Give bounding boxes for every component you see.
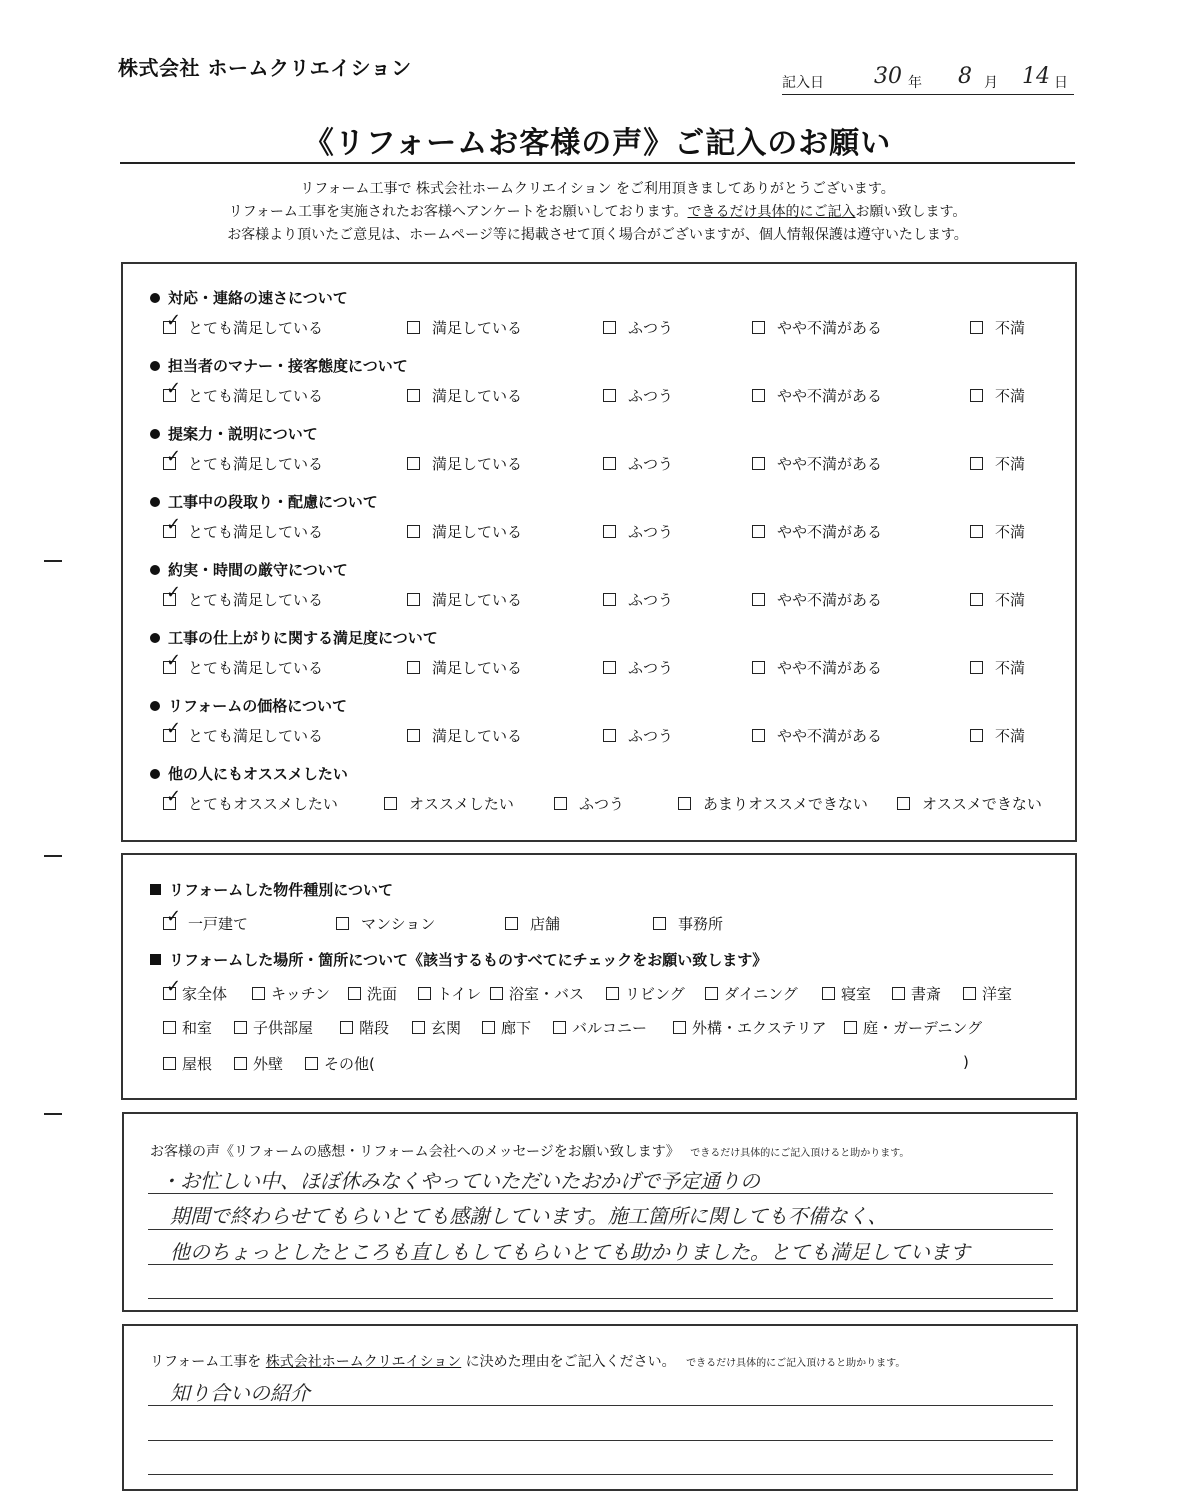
- place-option[interactable]: [963, 983, 1012, 1004]
- place-option[interactable]: [412, 1017, 461, 1038]
- option-label: 満足している: [432, 319, 523, 337]
- date-day-value: 14: [1022, 64, 1050, 89]
- date-year-value: 30: [874, 64, 902, 89]
- write-line: [148, 1474, 1053, 1475]
- option-label: とても満足している: [188, 523, 324, 541]
- property-type-option[interactable]: [336, 913, 435, 934]
- question-text: 工事の仕上がりに関する満足度について: [168, 629, 438, 647]
- place-option[interactable]: [705, 983, 798, 1004]
- place-option[interactable]: [340, 1017, 389, 1038]
- option-label: ダイニング: [724, 985, 798, 1003]
- checkbox[interactable]: [407, 389, 420, 402]
- place-option[interactable]: [490, 983, 584, 1004]
- property-type-option[interactable]: [505, 913, 560, 934]
- checkbox[interactable]: [603, 729, 616, 742]
- checkbox[interactable]: [752, 321, 765, 334]
- checkbox[interactable]: [970, 321, 983, 334]
- option-label: 外壁: [253, 1055, 284, 1073]
- option-label: 子供部屋: [253, 1019, 314, 1037]
- intro-line-2c: お願い致します。: [855, 204, 967, 220]
- reason-heading: [150, 1351, 905, 1371]
- option-label: 一戸建て: [188, 915, 249, 933]
- checkbox[interactable]: [752, 525, 765, 538]
- option-label: 和室: [182, 1019, 213, 1037]
- intro-line-1: リフォーム工事で 株式会社ホームクリエイション をご利用頂きましてありがとうございます。: [300, 181, 895, 197]
- option-label: 書斎: [911, 985, 942, 1003]
- date-entry: [782, 64, 1074, 95]
- option-label: 浴室・バス: [509, 985, 585, 1003]
- rating-option[interactable]: [603, 317, 673, 338]
- intro-text: [120, 178, 1075, 247]
- question-title: [150, 355, 408, 376]
- checkbox[interactable]: [678, 797, 691, 810]
- question-text: 約実・時間の厳守について: [168, 561, 348, 579]
- option-label: ふつう: [628, 659, 674, 677]
- checkbox[interactable]: [163, 729, 176, 742]
- rating-option[interactable]: [163, 521, 323, 542]
- rating-option[interactable]: [603, 725, 673, 746]
- option-label: 満足している: [432, 523, 523, 541]
- option-label: とても満足している: [188, 591, 324, 609]
- checkbox[interactable]: [412, 1021, 425, 1034]
- property-type-heading: [150, 879, 393, 900]
- rating-option[interactable]: [163, 317, 323, 338]
- date-month-unit: 月: [984, 75, 998, 91]
- checkbox[interactable]: [505, 917, 518, 930]
- option-label: 不満: [995, 523, 1026, 541]
- option-label: オススメしたい: [409, 795, 514, 813]
- option-label: やや不満がある: [777, 387, 883, 405]
- checkbox[interactable]: [970, 729, 983, 742]
- voice-heading: [150, 1141, 909, 1161]
- checkbox[interactable]: [606, 987, 619, 1000]
- place-option[interactable]: [163, 1017, 212, 1038]
- option-label: 家全体: [182, 985, 228, 1003]
- option-label: ふつう: [579, 795, 625, 813]
- voice-answer-line-2: 期間で終わらせてもらいとても感謝しています。施工箇所に関しても不備なく、: [170, 1204, 888, 1228]
- checkbox[interactable]: [603, 661, 616, 674]
- reason-title-b: に決めた理由をご記入ください。: [465, 1354, 676, 1370]
- place-option[interactable]: [553, 1017, 647, 1038]
- checkbox[interactable]: [163, 661, 176, 674]
- bullet-icon: [150, 361, 160, 371]
- option-label: マンション: [361, 915, 436, 933]
- option-label: 不満: [995, 319, 1026, 337]
- rating-option[interactable]: [407, 589, 522, 610]
- rating-option[interactable]: [752, 317, 882, 338]
- reason-title-a: リフォーム工事を: [150, 1354, 262, 1370]
- checkbox[interactable]: [348, 987, 361, 1000]
- option-label: ふつう: [628, 523, 674, 541]
- place-option[interactable]: [163, 983, 227, 1004]
- checkbox[interactable]: [163, 917, 176, 930]
- option-label: 外構・エクステリア: [692, 1019, 827, 1037]
- square-bullet-icon: [150, 954, 161, 965]
- recommend-option[interactable]: [163, 793, 338, 814]
- rating-option[interactable]: [163, 385, 323, 406]
- option-label: ふつう: [628, 387, 674, 405]
- question-text: 他の人にもオススメしたい: [168, 765, 348, 783]
- checkbox[interactable]: [970, 525, 983, 538]
- option-label: 玄関: [431, 1019, 462, 1037]
- write-line: [148, 1298, 1053, 1299]
- place-option[interactable]: [844, 1017, 982, 1038]
- option-label: 満足している: [432, 455, 523, 473]
- property-type-title: リフォームした物件種別について: [169, 881, 393, 899]
- question-title: [150, 559, 348, 580]
- option-label: やや不満がある: [777, 523, 883, 541]
- question-title: [150, 423, 318, 444]
- place-option[interactable]: [234, 1053, 283, 1074]
- property-type-option[interactable]: [163, 913, 248, 934]
- option-label: 階段: [359, 1019, 390, 1037]
- option-label: とても満足している: [188, 727, 324, 745]
- option-label: トイレ: [437, 985, 482, 1003]
- option-label: 不満: [995, 455, 1026, 473]
- recommend-option[interactable]: [897, 793, 1042, 814]
- property-type-option[interactable]: [653, 913, 723, 934]
- option-label: 洋室: [982, 985, 1013, 1003]
- checkbox[interactable]: [705, 987, 718, 1000]
- rating-option[interactable]: [970, 521, 1025, 542]
- option-label: 満足している: [432, 727, 523, 745]
- checkbox[interactable]: [305, 1057, 318, 1070]
- place-option[interactable]: [348, 983, 397, 1004]
- voice-title: お客様の声《リフォームの感想・リフォーム会社へのメッセージをお願い致します》: [150, 1144, 680, 1160]
- option-label: キッチン: [271, 985, 330, 1003]
- question-title: [150, 627, 438, 648]
- rating-option[interactable]: [970, 589, 1025, 610]
- rating-option[interactable]: [752, 521, 882, 542]
- option-label: 廊下: [501, 1019, 532, 1037]
- option-label: やや不満がある: [777, 659, 883, 677]
- company-name: 株式会社 ホームクリエイション: [118, 56, 412, 80]
- option-label: 不満: [995, 659, 1026, 677]
- rating-option[interactable]: [407, 725, 522, 746]
- question-title: [150, 695, 347, 716]
- option-label: ふつう: [628, 727, 674, 745]
- checkbox[interactable]: [163, 457, 176, 470]
- checkbox[interactable]: [163, 1057, 176, 1070]
- checkbox[interactable]: [752, 457, 765, 470]
- checkbox[interactable]: [822, 987, 835, 1000]
- rating-option[interactable]: [407, 657, 522, 678]
- question-text: 担当者のマナー・接客態度について: [168, 357, 408, 375]
- voice-note: できるだけ具体的にご記入頂けると助かります。: [690, 1148, 910, 1159]
- intro-emphasis: できるだけ具体的にご記入: [687, 204, 856, 220]
- checkbox[interactable]: [407, 729, 420, 742]
- checkbox[interactable]: [603, 321, 616, 334]
- checkbox[interactable]: [490, 987, 503, 1000]
- checkbox[interactable]: [234, 1057, 247, 1070]
- rating-option[interactable]: [752, 453, 882, 474]
- option-label: 不満: [995, 387, 1026, 405]
- intro-line-2: [120, 201, 1075, 224]
- checkbox[interactable]: [407, 457, 420, 470]
- option-label: 不満: [995, 591, 1026, 609]
- checkbox[interactable]: [163, 797, 176, 810]
- question-text: 工事中の段取り・配慮について: [168, 493, 378, 511]
- place-option[interactable]: [892, 983, 941, 1004]
- date-month-value: 8: [958, 64, 972, 89]
- rating-option[interactable]: [163, 657, 323, 678]
- option-label: とてもオススメしたい: [188, 795, 338, 813]
- rating-option[interactable]: [163, 453, 323, 474]
- checkbox[interactable]: [673, 1021, 686, 1034]
- recommend-option[interactable]: [678, 793, 868, 814]
- place-option[interactable]: [163, 1053, 212, 1074]
- option-label: 事務所: [678, 915, 724, 933]
- place-option[interactable]: [606, 983, 685, 1004]
- margin-mark: [44, 1113, 62, 1115]
- rating-option[interactable]: [407, 453, 522, 474]
- checkbox[interactable]: [418, 987, 431, 1000]
- option-label: 不満: [995, 727, 1026, 745]
- rating-option[interactable]: [603, 589, 673, 610]
- option-label: ふつう: [628, 319, 674, 337]
- checkbox[interactable]: [970, 661, 983, 674]
- checkbox[interactable]: [897, 797, 910, 810]
- checkbox[interactable]: [752, 729, 765, 742]
- rating-option[interactable]: [752, 725, 882, 746]
- checkbox[interactable]: [752, 661, 765, 674]
- checkbox[interactable]: [653, 917, 666, 930]
- checkbox[interactable]: [163, 321, 176, 334]
- checkbox[interactable]: [163, 987, 176, 1000]
- question-title: [150, 763, 348, 784]
- option-label: 洗面: [367, 985, 398, 1003]
- checkbox[interactable]: [482, 1021, 495, 1034]
- checkbox[interactable]: [963, 987, 976, 1000]
- option-label: 店舗: [530, 915, 561, 933]
- checkbox[interactable]: [163, 525, 176, 538]
- bullet-icon: [150, 701, 160, 711]
- rating-option[interactable]: [752, 385, 882, 406]
- bullet-icon: [150, 633, 160, 643]
- option-label: バルコニー: [572, 1019, 648, 1037]
- option-label: やや不満がある: [777, 727, 883, 745]
- bullet-icon: [150, 565, 160, 575]
- option-label: リビング: [625, 985, 685, 1003]
- checkbox[interactable]: [234, 1021, 247, 1034]
- option-label: やや不満がある: [777, 591, 883, 609]
- option-label: 満足している: [432, 659, 523, 677]
- rating-option[interactable]: [163, 589, 323, 610]
- margin-mark: [44, 855, 62, 857]
- rating-option[interactable]: [970, 453, 1025, 474]
- place-option[interactable]: [822, 983, 871, 1004]
- option-label: とても満足している: [188, 659, 324, 677]
- checkbox[interactable]: [603, 525, 616, 538]
- rating-option[interactable]: [970, 385, 1025, 406]
- reason-answer: 知り合いの紹介: [170, 1381, 310, 1405]
- option-label: 庭・ガーデニング: [863, 1019, 983, 1037]
- checkbox[interactable]: [384, 797, 397, 810]
- checkbox[interactable]: [554, 797, 567, 810]
- checkbox[interactable]: [163, 389, 176, 402]
- recommend-option[interactable]: [554, 793, 624, 814]
- checkbox[interactable]: [603, 593, 616, 606]
- checkbox[interactable]: [252, 987, 265, 1000]
- option-label: とても満足している: [188, 319, 324, 337]
- square-bullet-icon: [150, 884, 161, 895]
- place-option[interactable]: [234, 1017, 313, 1038]
- intro-line-3: お客様より頂いたご意見は、ホームページ等に掲載させて頂く場合がございますが、個人情報保護は遵守いたします。: [227, 227, 968, 243]
- checkbox[interactable]: [163, 1021, 176, 1034]
- voice-answer-line-1: ・お忙しい中、ほぼ休みなくやっていただいたおかげで予定通りの: [160, 1169, 760, 1193]
- rating-option[interactable]: [603, 521, 673, 542]
- place-heading: [150, 949, 767, 970]
- page-title: 《リフォームお客様の声》ご記入のお願い: [120, 118, 1075, 164]
- question-text: リフォームの価格について: [168, 697, 347, 715]
- intro-line-2a: リフォーム工事を実施されたお客様へアンケートをお願いしております。: [228, 204, 688, 220]
- rating-option[interactable]: [407, 521, 522, 542]
- recommend-option[interactable]: [384, 793, 514, 814]
- checkbox[interactable]: [970, 457, 983, 470]
- option-label: オススメできない: [922, 795, 1042, 813]
- checkbox[interactable]: [163, 593, 176, 606]
- option-label: やや不満がある: [777, 319, 883, 337]
- write-line: [148, 1440, 1053, 1441]
- bullet-icon: [150, 769, 160, 779]
- place-option[interactable]: [305, 1053, 375, 1074]
- checkbox[interactable]: [407, 321, 420, 334]
- checkbox[interactable]: [603, 389, 616, 402]
- rating-option[interactable]: [752, 657, 882, 678]
- place-title: リフォームした場所・箇所について《該当するものすべてにチェックをお願い致します》: [169, 951, 768, 969]
- option-label: あまりオススメできない: [703, 795, 868, 813]
- checkbox[interactable]: [553, 1021, 566, 1034]
- rating-option[interactable]: [970, 657, 1025, 678]
- checkbox[interactable]: [407, 525, 420, 538]
- place-option[interactable]: [418, 983, 481, 1004]
- rating-option[interactable]: [603, 657, 673, 678]
- option-label: 満足している: [432, 591, 523, 609]
- rating-option[interactable]: [603, 385, 673, 406]
- rating-option[interactable]: [163, 725, 323, 746]
- rating-option[interactable]: [752, 589, 882, 610]
- option-label: やや不満がある: [777, 455, 883, 473]
- checkbox[interactable]: [603, 457, 616, 470]
- option-label: 満足している: [432, 387, 523, 405]
- place-option[interactable]: [252, 983, 330, 1004]
- checkbox[interactable]: [970, 593, 983, 606]
- rating-option[interactable]: [407, 385, 522, 406]
- bullet-icon: [150, 293, 160, 303]
- checkbox[interactable]: [407, 593, 420, 606]
- checkbox[interactable]: [752, 389, 765, 402]
- margin-mark: [44, 560, 62, 562]
- date-year-unit: 年: [908, 75, 922, 91]
- write-line: [148, 1229, 1053, 1230]
- bullet-icon: [150, 497, 160, 507]
- reason-note: できるだけ具体的にご記入頂けると助かります。: [686, 1358, 906, 1369]
- question-title: [150, 287, 348, 308]
- checkbox[interactable]: [970, 389, 983, 402]
- place-option[interactable]: [673, 1017, 827, 1038]
- checkbox[interactable]: [844, 1021, 857, 1034]
- checkbox[interactable]: [407, 661, 420, 674]
- checkbox[interactable]: [752, 593, 765, 606]
- rating-option[interactable]: [970, 725, 1025, 746]
- satisfaction-section: [121, 262, 1077, 842]
- date-day-unit: 日: [1054, 75, 1068, 91]
- question-title: [150, 491, 378, 512]
- option-label: とても満足している: [188, 455, 324, 473]
- reason-company: 株式会社ホームクリエイション: [265, 1354, 462, 1370]
- other-close-paren: ): [963, 1053, 969, 1071]
- checkbox[interactable]: [340, 1021, 353, 1034]
- date-label: 記入日: [782, 75, 824, 91]
- option-label: 寝室: [841, 985, 872, 1003]
- option-label: ふつう: [628, 455, 674, 473]
- option-label: とても満足している: [188, 387, 324, 405]
- rating-option[interactable]: [970, 317, 1025, 338]
- checkbox[interactable]: [892, 987, 905, 1000]
- bullet-icon: [150, 429, 160, 439]
- checkbox[interactable]: [336, 917, 349, 930]
- option-label: その他(: [324, 1055, 375, 1073]
- option-label: 屋根: [182, 1055, 213, 1073]
- reason-section: [122, 1324, 1078, 1491]
- question-text: 提案力・説明について: [168, 425, 318, 443]
- place-option[interactable]: [482, 1017, 531, 1038]
- rating-option[interactable]: [407, 317, 522, 338]
- rating-option[interactable]: [603, 453, 673, 474]
- option-label: ふつう: [628, 591, 674, 609]
- voice-answer-line-3: 他のちょっとしたところも直しもしてもらいとても助かりました。とても満足しています: [170, 1240, 970, 1264]
- question-text: 対応・連絡の速さについて: [168, 289, 348, 307]
